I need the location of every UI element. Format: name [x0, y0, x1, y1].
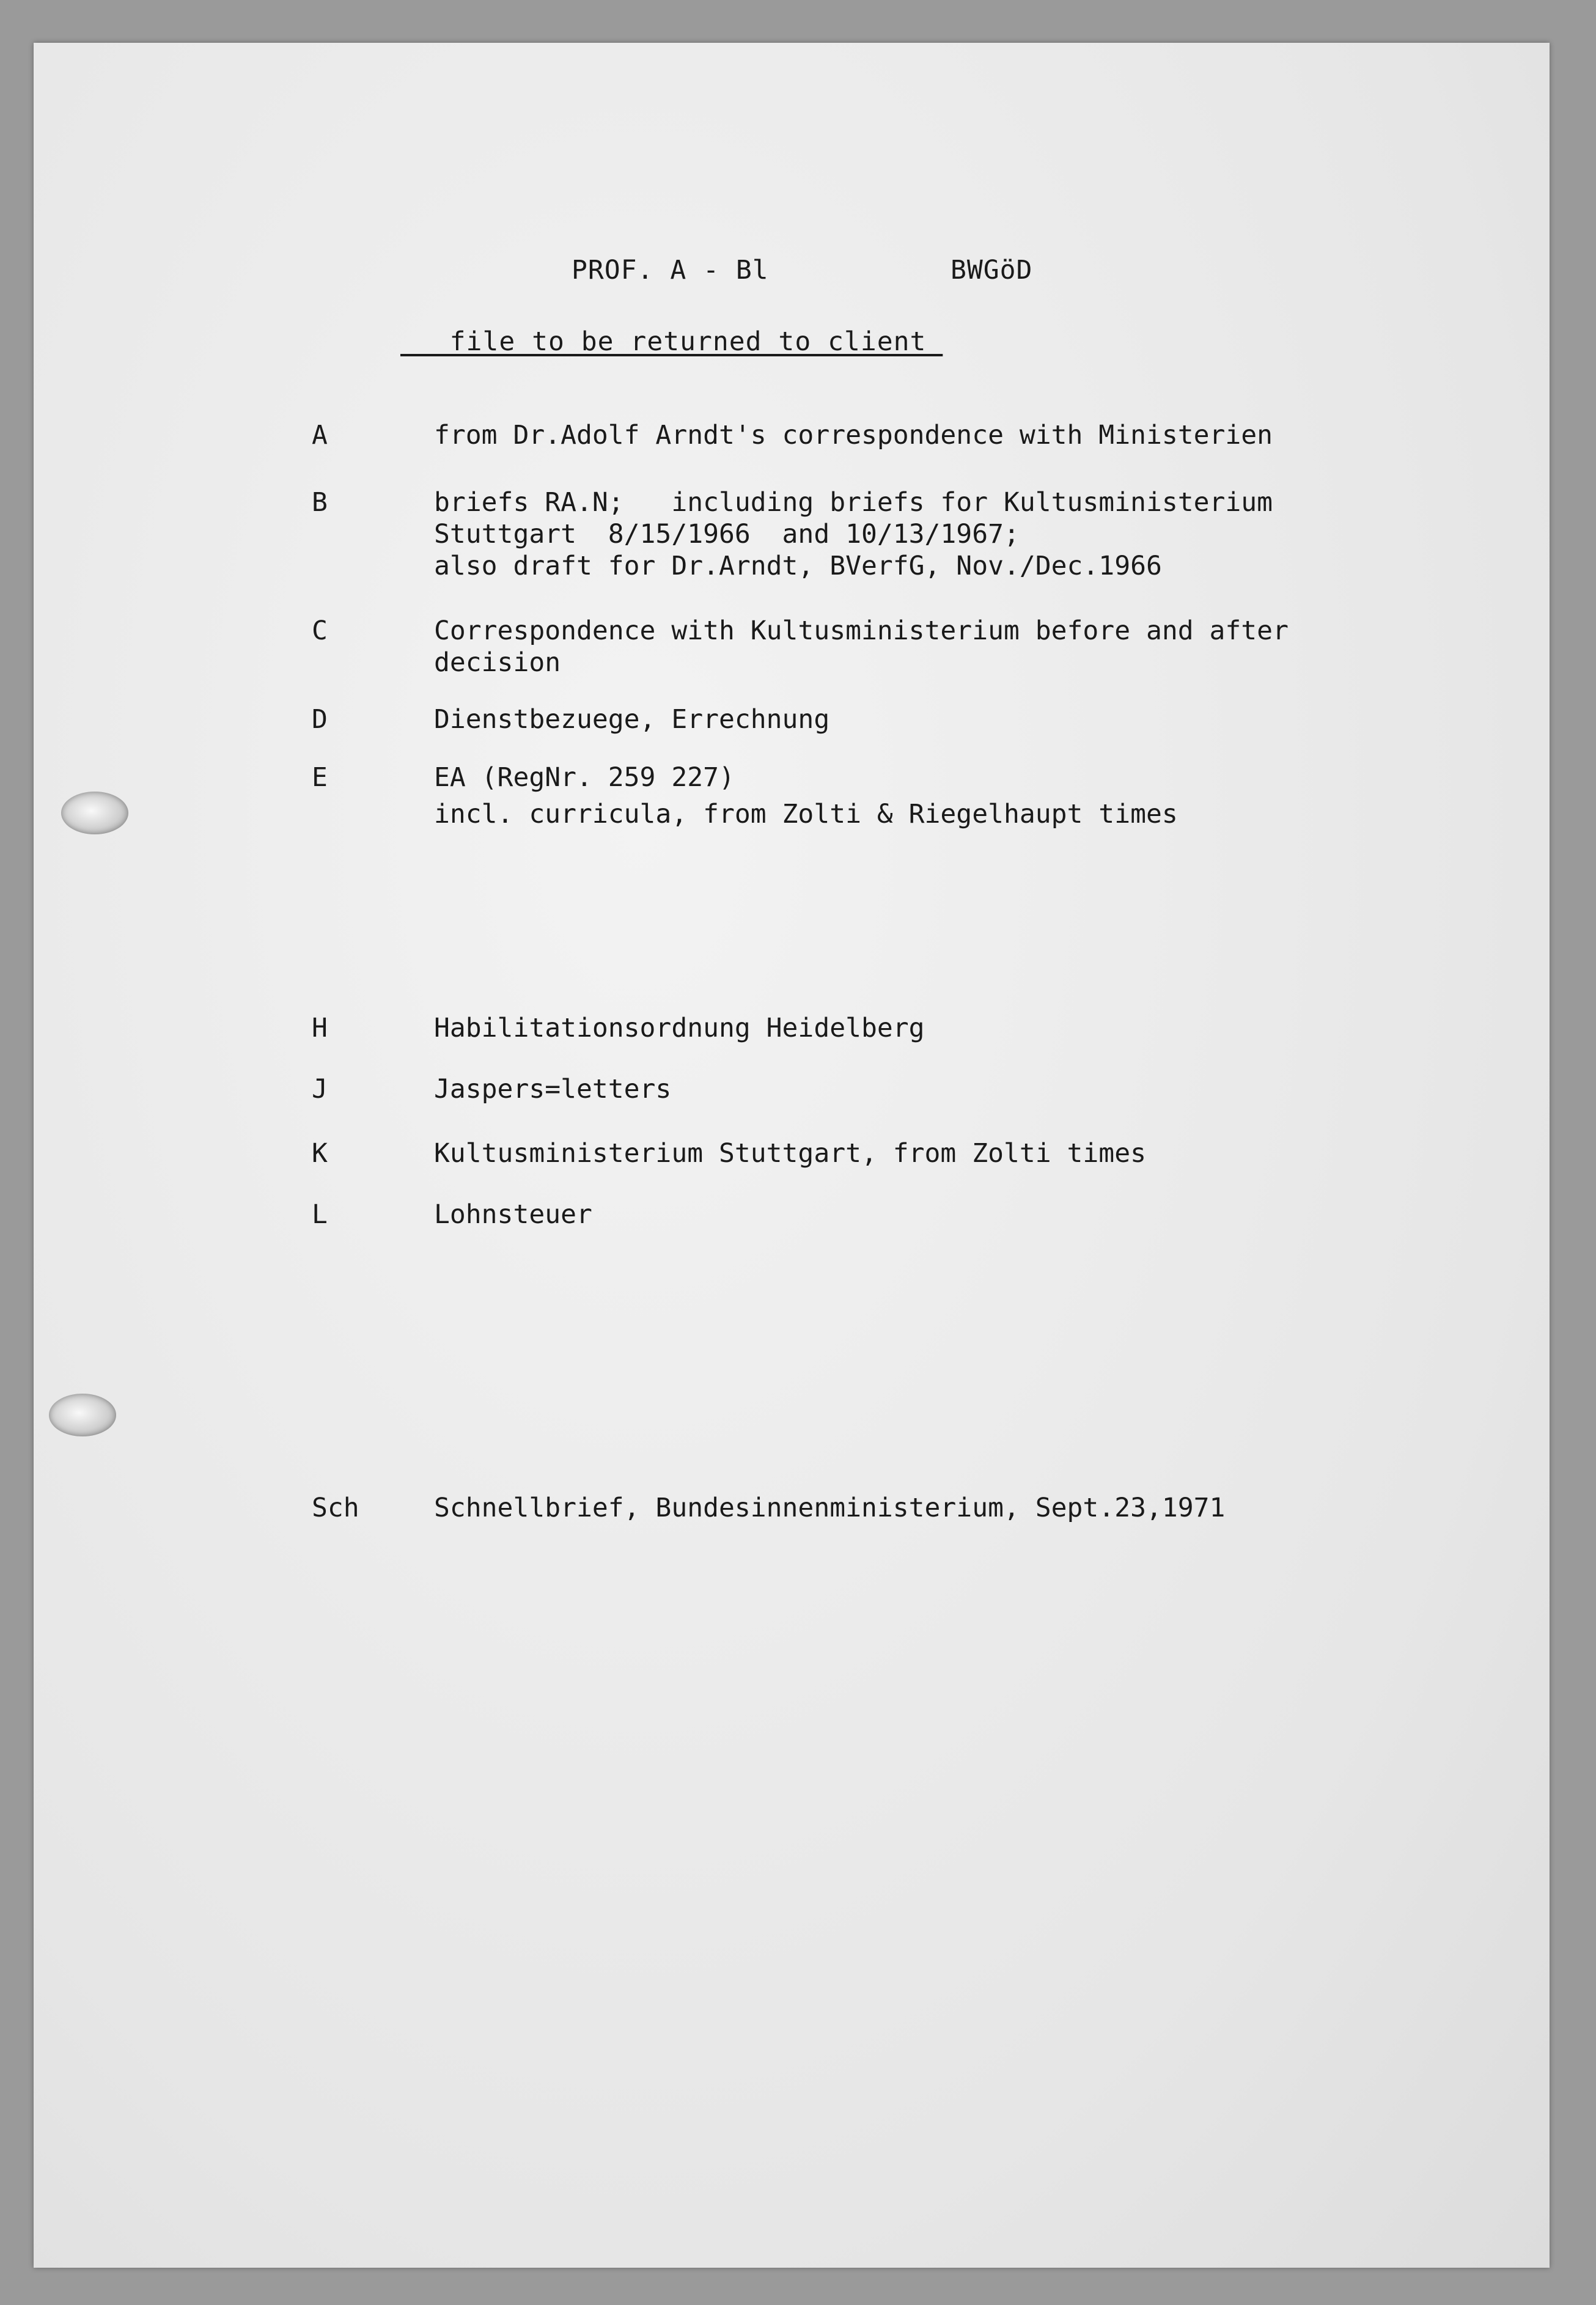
entry-label-h: H — [312, 1013, 328, 1043]
entry-c-line-1: Correspondence with Kultusministerium before and after — [434, 616, 1289, 646]
entry-label-l: L — [312, 1199, 328, 1230]
entry-d-line-1: Dienstbezuege, Errechnung — [434, 704, 830, 735]
entry-b-line-2: Stuttgart 8/15/1966 and 10/13/1967; — [434, 519, 1020, 550]
punch-hole-bottom — [49, 1394, 116, 1436]
entry-label-j: J — [312, 1074, 328, 1105]
entry-label-sch: Sch — [312, 1493, 359, 1523]
entry-label-d: D — [312, 704, 328, 735]
subtitle: _ _file to be returned to client_ — [400, 326, 943, 357]
entry-b-line-1: briefs RA.N; including briefs for Kultusministerium — [434, 487, 1273, 518]
entry-label-k: K — [312, 1138, 328, 1169]
entry-sch-line-1: Schnellbrief, Bundesinnenministerium, Sept.23,1971 — [434, 1493, 1226, 1523]
punch-hole-top — [61, 792, 128, 834]
entry-k-line-1: Kultusministerium Stuttgart, from Zolti times — [434, 1138, 1146, 1169]
entry-label-c: C — [312, 616, 328, 646]
entry-e-line-1: EA (RegNr. 259 227) — [434, 762, 735, 793]
entry-label-a: A — [312, 420, 328, 450]
entry-h-line-1: Habilitationsordnung Heidelberg — [434, 1013, 925, 1043]
entry-a-line-1: from Dr.Adolf Arndt's correspondence with Ministerien — [434, 420, 1273, 450]
entry-label-b: B — [312, 487, 328, 518]
header-left: PROF. A - Bl — [572, 255, 769, 285]
entry-c-line-2: decision — [434, 647, 561, 678]
document-page — [34, 43, 1550, 2268]
entry-j-line-1: Jaspers=letters — [434, 1074, 672, 1105]
header-right: BWGöD — [951, 255, 1033, 285]
entry-label-e: E — [312, 762, 328, 793]
entry-l-line-1: Lohnsteuer — [434, 1199, 592, 1230]
entry-b-line-3: also draft for Dr.Arndt, BVerfG, Nov./Dec.1966 — [434, 551, 1162, 581]
entry-e-line-2: incl. curricula, from Zolti & Riegelhaupt times — [434, 799, 1178, 829]
